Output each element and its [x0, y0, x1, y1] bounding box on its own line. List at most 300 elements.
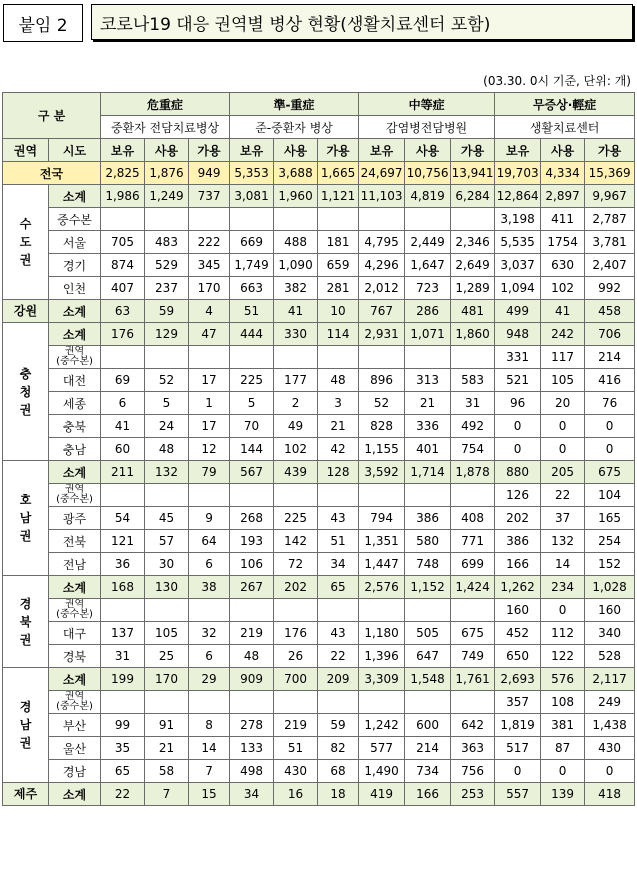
sido-label: 부산 — [49, 714, 101, 737]
value-cell: 557 — [495, 783, 541, 806]
value-cell: 909 — [230, 668, 274, 691]
value-cell — [145, 691, 189, 714]
value-cell: 26 — [274, 645, 318, 668]
table-row — [3, 714, 635, 737]
value-cell: 133 — [230, 737, 274, 760]
value-cell: 1,262 — [495, 576, 541, 599]
value-cell: 202 — [495, 507, 541, 530]
value-cell: 452 — [495, 622, 541, 645]
value-cell — [359, 484, 405, 507]
value-cell: 286 — [405, 300, 451, 323]
sido-label: 소계 — [49, 576, 101, 599]
corner-cell: 구 분 — [3, 93, 101, 139]
value-cell: 1,242 — [359, 714, 405, 737]
value-cell: 102 — [541, 277, 585, 300]
value-cell: 104 — [585, 484, 635, 507]
value-cell: 21 — [145, 737, 189, 760]
value-cell: 31 — [451, 392, 495, 415]
value-cell: 630 — [541, 254, 585, 277]
value-cell: 128 — [318, 461, 359, 484]
value-cell — [145, 484, 189, 507]
value-cell: 214 — [405, 737, 451, 760]
metric-header: 사용 — [145, 139, 189, 162]
value-cell — [274, 346, 318, 369]
value-cell: 345 — [189, 254, 230, 277]
value-cell: 3,037 — [495, 254, 541, 277]
sido-label: 전북 — [49, 530, 101, 553]
value-cell: 2,449 — [405, 231, 451, 254]
value-cell: 2,649 — [451, 254, 495, 277]
value-cell — [318, 208, 359, 231]
total-label: 전국 — [3, 162, 101, 185]
value-cell: 57 — [145, 530, 189, 553]
value-cell: 408 — [451, 507, 495, 530]
value-cell: 749 — [451, 645, 495, 668]
value-cell: 24,697 — [359, 162, 405, 185]
value-cell: 281 — [318, 277, 359, 300]
value-cell: 580 — [405, 530, 451, 553]
value-cell: 249 — [585, 691, 635, 714]
value-cell: 0 — [585, 760, 635, 783]
value-cell: 13,941 — [451, 162, 495, 185]
metric-header: 보유 — [101, 139, 145, 162]
value-cell: 20 — [541, 392, 585, 415]
col-region: 권역 — [3, 139, 49, 162]
value-cell: 330 — [274, 323, 318, 346]
region-cell — [3, 185, 49, 300]
value-cell: 1754 — [541, 231, 585, 254]
value-cell: 576 — [541, 668, 585, 691]
sido-label: 소계 — [49, 461, 101, 484]
value-cell — [189, 691, 230, 714]
value-cell: 24 — [145, 415, 189, 438]
value-cell: 202 — [274, 576, 318, 599]
value-cell — [145, 346, 189, 369]
table-row — [3, 208, 635, 231]
value-cell: 65 — [101, 760, 145, 783]
value-cell: 6 — [189, 645, 230, 668]
value-cell: 483 — [145, 231, 189, 254]
value-cell: 675 — [585, 461, 635, 484]
value-cell: 51 — [230, 300, 274, 323]
value-cell: 382 — [274, 277, 318, 300]
value-cell: 3 — [318, 392, 359, 415]
table-row — [3, 346, 635, 369]
value-cell: 205 — [541, 461, 585, 484]
value-cell: 82 — [318, 737, 359, 760]
value-cell: 700 — [274, 668, 318, 691]
value-cell — [101, 691, 145, 714]
value-cell: 58 — [145, 760, 189, 783]
value-cell: 1,249 — [145, 185, 189, 208]
value-cell: 1,121 — [318, 185, 359, 208]
value-cell: 214 — [585, 346, 635, 369]
value-cell: 0 — [495, 415, 541, 438]
metric-header: 가용 — [189, 139, 230, 162]
value-cell: 647 — [405, 645, 451, 668]
value-cell: 767 — [359, 300, 405, 323]
value-cell: 528 — [585, 645, 635, 668]
value-cell: 3,081 — [230, 185, 274, 208]
value-cell: 42 — [318, 438, 359, 461]
value-cell: 52 — [145, 369, 189, 392]
value-cell: 896 — [359, 369, 405, 392]
value-cell: 1,090 — [274, 254, 318, 277]
sido-label: 권역 (중수본) — [49, 346, 101, 369]
value-cell: 225 — [230, 369, 274, 392]
value-cell: 32 — [189, 622, 230, 645]
value-cell: 48 — [230, 645, 274, 668]
value-cell: 499 — [495, 300, 541, 323]
value-cell: 675 — [451, 622, 495, 645]
value-cell: 102 — [274, 438, 318, 461]
region-label: 강원 — [13, 304, 38, 318]
facility-icu: 중환자 전담치료병상 — [101, 116, 230, 139]
value-cell: 3,309 — [359, 668, 405, 691]
sido-label: 권역 (중수본) — [49, 484, 101, 507]
sido-label: 광주 — [49, 507, 101, 530]
sido-label: 경남 — [49, 760, 101, 783]
value-cell: 29 — [189, 668, 230, 691]
value-cell: 76 — [585, 392, 635, 415]
value-cell: 35 — [101, 737, 145, 760]
value-cell: 1,028 — [585, 576, 635, 599]
region-label: 경 남 권 — [19, 700, 32, 750]
value-cell: 1,960 — [274, 185, 318, 208]
value-cell: 9,967 — [585, 185, 635, 208]
value-cell: 0 — [541, 415, 585, 438]
value-cell: 219 — [274, 714, 318, 737]
value-cell: 444 — [230, 323, 274, 346]
value-cell: 69 — [101, 369, 145, 392]
value-cell: 2,787 — [585, 208, 635, 231]
value-cell: 492 — [451, 415, 495, 438]
value-cell: 267 — [230, 576, 274, 599]
value-cell: 948 — [495, 323, 541, 346]
sido-label: 인천 — [49, 277, 101, 300]
value-cell: 5 — [145, 392, 189, 415]
value-cell — [274, 484, 318, 507]
value-cell — [274, 208, 318, 231]
value-cell: 0 — [495, 438, 541, 461]
value-cell: 756 — [451, 760, 495, 783]
value-cell: 65 — [318, 576, 359, 599]
value-cell — [230, 346, 274, 369]
value-cell: 72 — [274, 553, 318, 576]
value-cell: 152 — [585, 553, 635, 576]
value-cell: 1,665 — [318, 162, 359, 185]
value-cell: 16 — [274, 783, 318, 806]
region-cell — [3, 461, 49, 576]
value-cell: 130 — [145, 576, 189, 599]
region-cell — [3, 576, 49, 668]
value-cell: 168 — [101, 576, 145, 599]
value-cell: 105 — [145, 622, 189, 645]
value-cell: 1,155 — [359, 438, 405, 461]
subtotal-row — [3, 668, 635, 691]
value-cell: 36 — [101, 553, 145, 576]
value-cell: 132 — [541, 530, 585, 553]
value-cell: 1,647 — [405, 254, 451, 277]
value-cell: 748 — [405, 553, 451, 576]
value-cell: 34 — [230, 783, 274, 806]
total-row — [3, 162, 635, 185]
region-cell — [3, 323, 49, 461]
value-cell — [189, 599, 230, 622]
value-cell: 41 — [101, 415, 145, 438]
value-cell: 1,424 — [451, 576, 495, 599]
value-cell: 14 — [189, 737, 230, 760]
value-cell: 22 — [318, 645, 359, 668]
value-cell: 99 — [101, 714, 145, 737]
value-cell: 418 — [585, 783, 635, 806]
value-cell: 386 — [405, 507, 451, 530]
value-cell: 357 — [495, 691, 541, 714]
header-row-metrics — [3, 139, 635, 162]
value-cell: 219 — [230, 622, 274, 645]
value-cell: 142 — [274, 530, 318, 553]
value-cell: 416 — [585, 369, 635, 392]
value-cell: 4,296 — [359, 254, 405, 277]
region-label: 충 청 권 — [19, 366, 32, 417]
value-cell: 1,749 — [230, 254, 274, 277]
value-cell: 6 — [101, 392, 145, 415]
subtotal-row — [3, 323, 635, 346]
sido-label: 대전 — [49, 369, 101, 392]
value-cell: 734 — [405, 760, 451, 783]
value-cell — [189, 208, 230, 231]
table-row — [3, 530, 635, 553]
value-cell: 699 — [451, 553, 495, 576]
value-cell: 1,761 — [451, 668, 495, 691]
value-cell: 160 — [495, 599, 541, 622]
value-cell — [230, 484, 274, 507]
table-row — [3, 645, 635, 668]
value-cell: 132 — [145, 461, 189, 484]
value-cell: 51 — [274, 737, 318, 760]
table-row — [3, 438, 635, 461]
value-cell: 63 — [101, 300, 145, 323]
value-cell: 0 — [495, 760, 541, 783]
value-cell — [101, 346, 145, 369]
region-label: 수 도 권 — [19, 217, 32, 267]
value-cell: 458 — [585, 300, 635, 323]
value-cell: 363 — [451, 737, 495, 760]
value-cell: 488 — [274, 231, 318, 254]
value-cell: 7 — [145, 783, 189, 806]
value-cell: 4 — [189, 300, 230, 323]
value-cell: 1,860 — [451, 323, 495, 346]
value-cell: 706 — [585, 323, 635, 346]
value-cell: 5,535 — [495, 231, 541, 254]
table-row — [3, 231, 635, 254]
value-cell: 2,825 — [101, 162, 145, 185]
value-cell: 6 — [189, 553, 230, 576]
value-cell — [101, 599, 145, 622]
value-cell: 0 — [585, 415, 635, 438]
subtotal-row — [3, 783, 635, 806]
value-cell: 59 — [145, 300, 189, 323]
value-cell: 0 — [541, 599, 585, 622]
metric-header: 사용 — [405, 139, 451, 162]
value-cell: 254 — [585, 530, 635, 553]
value-cell: 137 — [101, 622, 145, 645]
table-row — [3, 553, 635, 576]
attachment-label: 붙임 2 — [3, 4, 83, 42]
value-cell: 340 — [585, 622, 635, 645]
value-cell: 144 — [230, 438, 274, 461]
value-cell: 21 — [318, 415, 359, 438]
table-row — [3, 737, 635, 760]
value-cell: 91 — [145, 714, 189, 737]
sido-label: 소계 — [49, 668, 101, 691]
value-cell: 411 — [541, 208, 585, 231]
value-cell: 96 — [495, 392, 541, 415]
value-cell: 8 — [189, 714, 230, 737]
value-cell — [359, 208, 405, 231]
facility-hospital: 감염병전담병원 — [359, 116, 495, 139]
subtotal-row — [3, 300, 635, 323]
value-cell: 439 — [274, 461, 318, 484]
value-cell: 3,781 — [585, 231, 635, 254]
value-cell: 129 — [145, 323, 189, 346]
value-cell: 1,714 — [405, 461, 451, 484]
value-cell: 6,284 — [451, 185, 495, 208]
region-cell — [3, 300, 49, 323]
metric-header: 사용 — [274, 139, 318, 162]
sido-label: 소계 — [49, 185, 101, 208]
value-cell: 25 — [145, 645, 189, 668]
value-cell: 723 — [405, 277, 451, 300]
value-cell: 52 — [359, 392, 405, 415]
sido-label: 전남 — [49, 553, 101, 576]
value-cell: 3,592 — [359, 461, 405, 484]
sido-label: 중수본 — [49, 208, 101, 231]
value-cell: 43 — [318, 507, 359, 530]
table-row — [3, 254, 635, 277]
sido-label: 대구 — [49, 622, 101, 645]
value-cell: 181 — [318, 231, 359, 254]
value-cell: 771 — [451, 530, 495, 553]
value-cell: 49 — [274, 415, 318, 438]
value-cell: 2,407 — [585, 254, 635, 277]
metric-header: 사용 — [541, 139, 585, 162]
value-cell: 1,878 — [451, 461, 495, 484]
value-cell: 139 — [541, 783, 585, 806]
value-cell: 122 — [541, 645, 585, 668]
value-cell: 600 — [405, 714, 451, 737]
sido-label: 권역 (중수본) — [49, 599, 101, 622]
value-cell — [405, 599, 451, 622]
value-cell: 2,346 — [451, 231, 495, 254]
value-cell: 114 — [318, 323, 359, 346]
table-row — [3, 622, 635, 645]
table-row — [3, 760, 635, 783]
value-cell: 11,103 — [359, 185, 405, 208]
value-cell: 48 — [145, 438, 189, 461]
value-cell: 407 — [101, 277, 145, 300]
sido-label: 울산 — [49, 737, 101, 760]
value-cell — [451, 484, 495, 507]
value-cell: 4,819 — [405, 185, 451, 208]
value-cell — [451, 346, 495, 369]
value-cell: 650 — [495, 645, 541, 668]
value-cell: 22 — [101, 783, 145, 806]
value-cell: 170 — [145, 668, 189, 691]
value-cell: 1,447 — [359, 553, 405, 576]
value-cell: 0 — [541, 438, 585, 461]
value-cell: 642 — [451, 714, 495, 737]
value-cell — [359, 691, 405, 714]
value-cell: 336 — [405, 415, 451, 438]
value-cell — [405, 208, 451, 231]
value-cell: 737 — [189, 185, 230, 208]
value-cell: 177 — [274, 369, 318, 392]
value-cell: 401 — [405, 438, 451, 461]
value-cell: 794 — [359, 507, 405, 530]
value-cell: 117 — [541, 346, 585, 369]
document-title: 코로나19 대응 권역별 병상 현황(생활치료센터 포함) — [91, 4, 633, 40]
value-cell: 38 — [189, 576, 230, 599]
value-cell: 253 — [451, 783, 495, 806]
value-cell: 68 — [318, 760, 359, 783]
value-cell: 193 — [230, 530, 274, 553]
value-cell — [101, 484, 145, 507]
value-cell: 14 — [541, 553, 585, 576]
table-row — [3, 691, 635, 714]
value-cell — [405, 346, 451, 369]
value-cell: 126 — [495, 484, 541, 507]
value-cell: 268 — [230, 507, 274, 530]
table-row — [3, 484, 635, 507]
value-cell — [359, 599, 405, 622]
value-cell: 1,986 — [101, 185, 145, 208]
value-cell — [405, 691, 451, 714]
value-cell — [230, 599, 274, 622]
metric-header: 가용 — [451, 139, 495, 162]
value-cell: 18 — [318, 783, 359, 806]
value-cell: 211 — [101, 461, 145, 484]
value-cell: 521 — [495, 369, 541, 392]
value-cell: 2,897 — [541, 185, 585, 208]
table-row — [3, 277, 635, 300]
region-cell — [3, 668, 49, 783]
value-cell — [274, 691, 318, 714]
value-cell: 1,180 — [359, 622, 405, 645]
sido-label: 충북 — [49, 415, 101, 438]
value-cell: 5 — [230, 392, 274, 415]
value-cell: 1,876 — [145, 162, 189, 185]
value-cell: 37 — [541, 507, 585, 530]
value-cell: 17 — [189, 369, 230, 392]
value-cell: 949 — [189, 162, 230, 185]
facility-semi-icu: 준-중환자 병상 — [230, 116, 359, 139]
value-cell: 242 — [541, 323, 585, 346]
value-cell: 2,931 — [359, 323, 405, 346]
value-cell: 15,369 — [585, 162, 635, 185]
value-cell: 160 — [585, 599, 635, 622]
region-cell — [3, 783, 49, 806]
value-cell — [101, 208, 145, 231]
metric-header: 보유 — [359, 139, 405, 162]
value-cell: 1,071 — [405, 323, 451, 346]
value-cell: 1,438 — [585, 714, 635, 737]
value-cell: 166 — [405, 783, 451, 806]
value-cell: 1,094 — [495, 277, 541, 300]
value-cell: 3,688 — [274, 162, 318, 185]
value-cell: 2 — [274, 392, 318, 415]
value-cell: 0 — [541, 760, 585, 783]
